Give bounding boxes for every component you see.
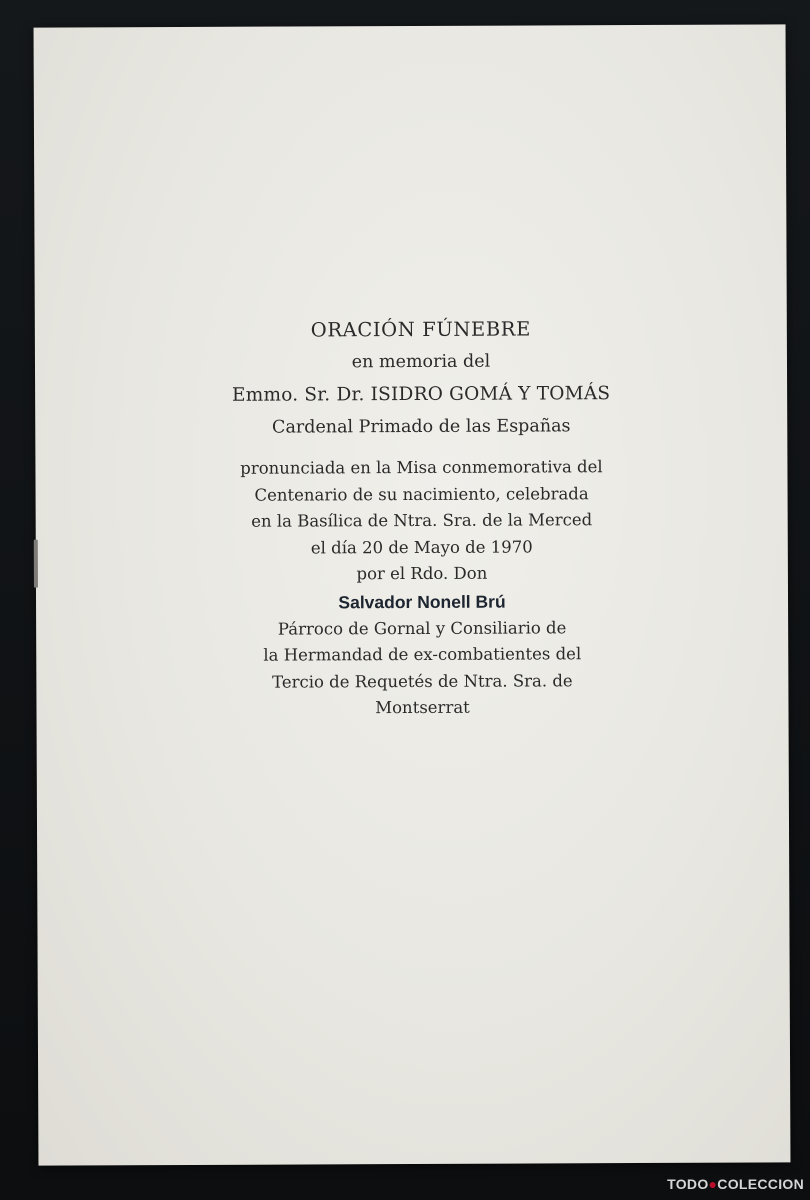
role-line: Párroco de Gornal y Consiliario de [277, 617, 567, 639]
watermark-dot-icon: ● [708, 1176, 718, 1192]
body-line: pronunciada en la Misa conmemorativa del [240, 457, 603, 478]
author-name: Salvador Nonell Brú [338, 591, 506, 612]
role-line: Montserrat [375, 697, 470, 718]
honoree-title: Cardenal Primado de las Españas [271, 416, 571, 438]
watermark-logo [667, 1176, 804, 1192]
role-line: Tercio de Requetés de Ntra. Sra. de [272, 670, 573, 692]
body-line: en la Basílica de Ntra. Sra. de la Merced [251, 510, 593, 531]
role-line: la Hermandad de ex-combatientes del [263, 644, 582, 665]
watermark-prefix: TODO [667, 1176, 709, 1192]
body-line: por el Rdo. Don [356, 563, 488, 584]
dedication-line: en memoria del [351, 351, 491, 373]
document-page [34, 24, 791, 1165]
honoree-name: Emmo. Sr. Dr. ISIDRO GOMÁ Y TOMÁS [231, 383, 611, 406]
document-text [35, 312, 789, 723]
document-title: ORACIÓN FÚNEBRE [310, 317, 531, 342]
watermark-suffix: COLECCION [717, 1176, 804, 1192]
body-line: el día 20 de Mayo de 1970 [310, 536, 533, 557]
body-line: Centenario de su nacimiento, celebrada [254, 483, 589, 505]
